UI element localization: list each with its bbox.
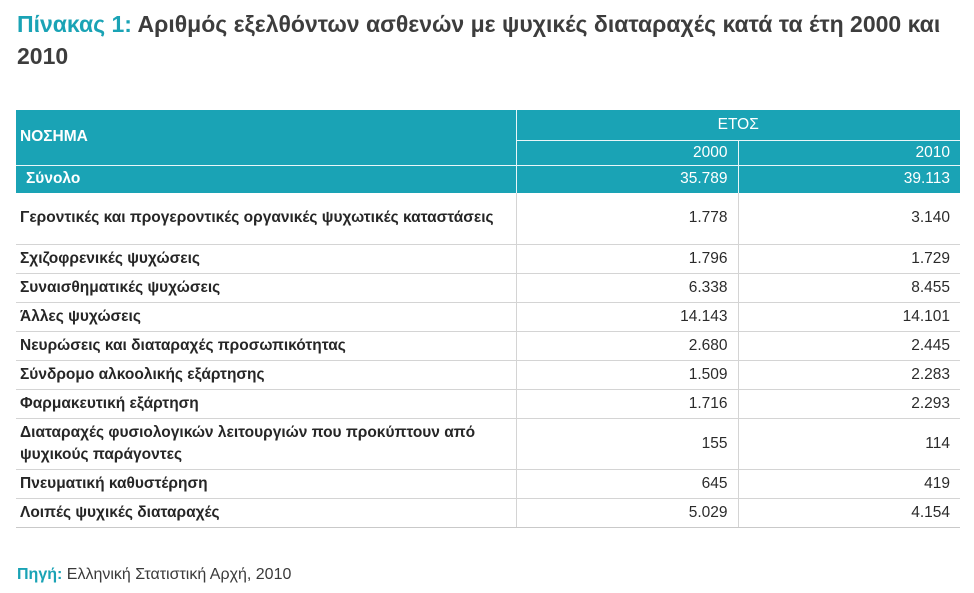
table-row [16, 360, 960, 389]
row-value-2000: 5.029 [516, 498, 738, 527]
row-name: Γεροντικές και προγεροντικές οργανικές ψυχωτικές καταστάσεις [16, 193, 516, 244]
row-value-2010: 14.101 [738, 302, 960, 331]
table-title-text: Αριθμός εξελθόντων ασθενών με ψυχικές διαταραχές κατά τα έτη 2000 και 2010 [17, 11, 941, 69]
row-name: Πνευματική καθυστέρηση [16, 469, 516, 498]
row-value-2000: 2.680 [516, 331, 738, 360]
table-row [16, 469, 960, 498]
row-name: Νευρώσεις και διαταραχές προσωπικότητας [16, 331, 516, 360]
source-note [17, 566, 291, 584]
source-text: Ελληνική Στατιστική Αρχή, 2010 [66, 566, 292, 583]
row-value-2010: 114 [738, 418, 960, 469]
source-label: Πηγή: [17, 566, 63, 583]
header-noshma: ΝΟΣΗΜΑ [16, 110, 516, 165]
table-row [16, 302, 960, 331]
table-row [16, 418, 960, 469]
row-value-2010: 2.293 [738, 389, 960, 418]
row-name: Σύνδρομο αλκοολικής εξάρτησης [16, 360, 516, 389]
table-row [16, 331, 960, 360]
table-title [17, 8, 957, 72]
row-value-2010: 2.445 [738, 331, 960, 360]
table-row [16, 244, 960, 273]
table-title-label: Πίνακας 1: [17, 11, 132, 37]
row-name: Σχιζοφρενικές ψυχώσεις [16, 244, 516, 273]
row-value-2000: 645 [516, 469, 738, 498]
table-row [16, 193, 960, 244]
row-value-2010: 3.140 [738, 193, 960, 244]
row-value-2000: 14.143 [516, 302, 738, 331]
total-label: Σύνολο [16, 165, 516, 193]
table-row [16, 389, 960, 418]
table-row [16, 273, 960, 302]
row-name: Συναισθηματικές ψυχώσεις [16, 273, 516, 302]
total-2000: 35.789 [516, 165, 738, 193]
data-table [16, 110, 960, 528]
row-value-2010: 1.729 [738, 244, 960, 273]
row-value-2010: 2.283 [738, 360, 960, 389]
total-2010: 39.113 [738, 165, 960, 193]
row-value-2000: 1.796 [516, 244, 738, 273]
row-value-2010: 419 [738, 469, 960, 498]
row-value-2010: 4.154 [738, 498, 960, 527]
total-row [16, 165, 960, 193]
header-year-2000: 2000 [516, 140, 738, 165]
row-name: Διαταραχές φυσιολογικών λειτουργιών που προκύπτουν από ψυχικούς παράγοντες [16, 418, 516, 469]
row-value-2000: 1.509 [516, 360, 738, 389]
row-value-2010: 8.455 [738, 273, 960, 302]
row-name: Λοιπές ψυχικές διαταραχές [16, 498, 516, 527]
row-value-2000: 6.338 [516, 273, 738, 302]
header-year-2010: 2010 [738, 140, 960, 165]
table-row [16, 498, 960, 527]
header-etos: ΕΤΟΣ [516, 110, 960, 140]
table-header-row [16, 110, 960, 140]
row-value-2000: 155 [516, 418, 738, 469]
row-name: Άλλες ψυχώσεις [16, 302, 516, 331]
row-value-2000: 1.716 [516, 389, 738, 418]
row-value-2000: 1.778 [516, 193, 738, 244]
row-name: Φαρμακευτική εξάρτηση [16, 389, 516, 418]
